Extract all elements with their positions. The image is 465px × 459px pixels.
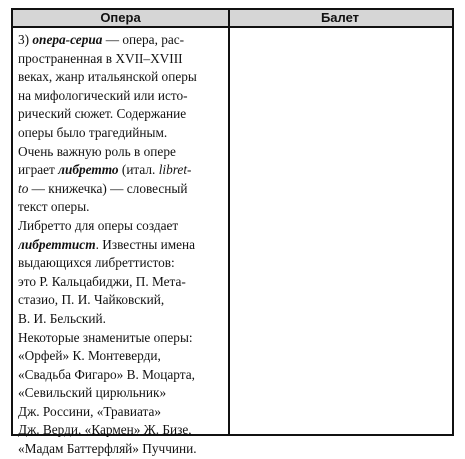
text-fragment: — опера, рас- [102, 32, 185, 47]
text-line: Дж. Россини, «Травиата» [18, 403, 162, 419]
italic-fragment: libret- [158, 162, 192, 178]
ballet-cell [232, 31, 451, 431]
text-line: на мифологический или исто- [18, 87, 188, 103]
text-fragment: . Известны имена [95, 236, 196, 252]
text-line: Дж. Верди, «Кармен» Ж. Бизе, [18, 422, 192, 438]
header-ballet: Балет [320, 10, 360, 25]
header-opera: Опера [100, 10, 141, 25]
text-fragment: — книжечка) — словесный [28, 180, 188, 196]
term-librettist: либреттист [18, 236, 96, 252]
text-line: «Свадьба Фигаро» В. Моцарта, [18, 366, 195, 382]
text-line: Либретто для оперы создает [18, 217, 179, 233]
text-line: стазио, П. И. Чайковский, [18, 292, 165, 308]
italic-fragment: to [18, 180, 29, 196]
text-line [18, 236, 224, 255]
comparison-table [11, 8, 454, 457]
text-line: веках, жанр итальянской оперы [18, 69, 197, 85]
item-number: 3) [18, 32, 33, 47]
text-fragment: (итал. [118, 162, 159, 178]
text-line: «Севильский цирюльник» [18, 385, 167, 401]
text-line: пространенная в XVII–XVIII [18, 50, 183, 66]
text-line: Очень важную роль в опере [18, 143, 176, 159]
opera-cell [18, 31, 224, 459]
term-libretto: либретто [58, 162, 119, 178]
table-header-row [13, 10, 452, 28]
text-line: выдающихся либреттистов: [18, 255, 175, 271]
text-line [18, 180, 224, 199]
text-line [18, 31, 224, 50]
text-line: В. И. Бельский. [18, 310, 106, 326]
text-line: оперы было трагедийным. [18, 124, 168, 140]
text-line: «Орфей» К. Монтеверди, [18, 348, 161, 364]
text-line: Некоторые знаменитые оперы: [18, 329, 193, 345]
text-line: рический сюжет. Содержание [18, 106, 187, 122]
text-fragment: играет [18, 162, 59, 178]
text-line: «Мадам Баттерфляй» Пуччини. [18, 441, 197, 457]
text-line [18, 161, 224, 180]
column-divider [228, 10, 230, 434]
term-opera-seria: опера-сериа [32, 32, 103, 47]
text-line: это Р. Кальцабиджи, П. Мета- [18, 273, 186, 289]
text-line: текст оперы. [18, 199, 90, 215]
